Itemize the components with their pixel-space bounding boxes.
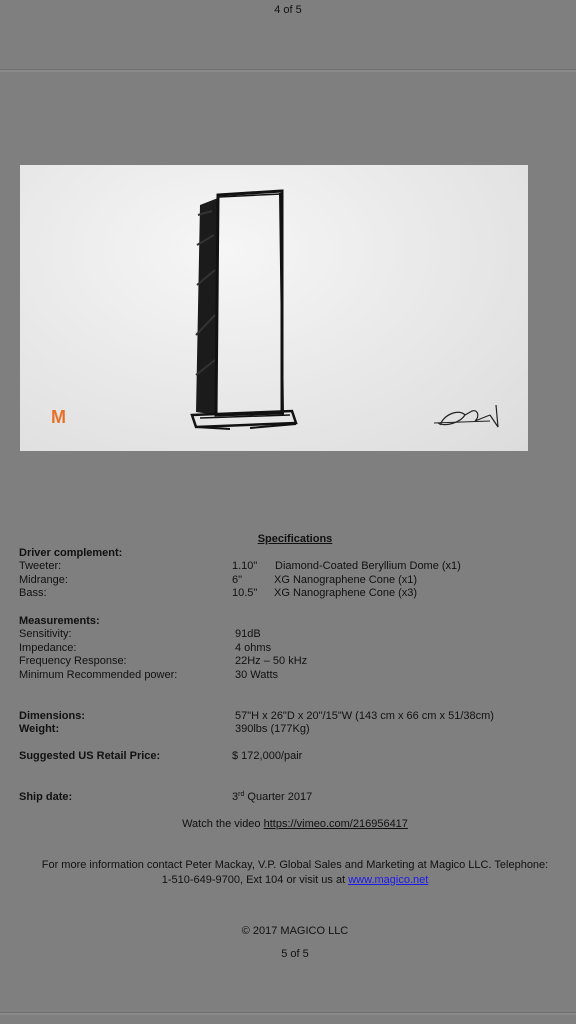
measurements-heading: Measurements: — [19, 615, 100, 627]
driver-heading: Driver complement: — [19, 547, 123, 559]
bass-label: Bass: — [19, 587, 47, 599]
midrange-size: 6" — [232, 574, 243, 586]
specifications-title: Specifications — [257, 533, 333, 545]
price-value: $ 172,000/pair — [232, 750, 303, 762]
dimensions-label: Dimensions: — [19, 710, 86, 722]
weight-value: 390lbs (177Kg) — [235, 723, 310, 735]
contact-line-2 — [0, 874, 576, 886]
speaker-sketch-image — [20, 165, 528, 451]
midrange-label: Midrange: — [19, 574, 68, 586]
impedance-value: 4 ohms — [235, 642, 272, 654]
copyright: © 2017 MAGICO LLC — [241, 925, 349, 937]
bass-size: 10.5" — [232, 587, 258, 599]
magico-website-link[interactable]: www.magico.net — [348, 874, 429, 886]
tweeter-label: Tweeter: — [19, 560, 62, 572]
page-indicator-top: 4 of 5 — [274, 4, 302, 16]
frequency-label: Frequency Response: — [19, 655, 127, 667]
frequency-value: 22Hz – 50 kHz — [235, 655, 308, 667]
tweeter-size: 1.10" — [232, 560, 258, 572]
magico-logo: M — [51, 407, 66, 427]
page-separator-bottom — [0, 1012, 576, 1015]
video-line — [0, 818, 576, 830]
midrange-desc: XG Nanographene Cone (x1) — [274, 574, 418, 586]
speaker-sketch-drawing — [20, 165, 528, 451]
sensitivity-label: Sensitivity: — [19, 628, 72, 640]
ship-date-label: Ship date: — [19, 791, 73, 803]
tweeter-desc: Diamond-Coated Beryllium Dome (x1) — [275, 560, 461, 572]
min-power-label: Minimum Recommended power: — [19, 669, 178, 681]
page-indicator-bottom: 5 of 5 — [281, 948, 309, 960]
contact-phone-text: 1-510-649-9700, Ext 104 or visit us at — [161, 874, 349, 886]
dimensions-value: 57"H x 26"D x 20"/15"W (143 cm x 66 cm x 51/38cm) — [235, 710, 494, 722]
bass-desc: XG Nanographene Cone (x3) — [274, 587, 418, 599]
video-link[interactable]: https://vimeo.com/216956417 — [263, 818, 408, 830]
price-label: Suggested US Retail Price: — [19, 750, 161, 762]
impedance-label: Impedance: — [19, 642, 77, 654]
video-prefix: Watch the video — [182, 818, 264, 830]
ship-date-value: 3rd Quarter 2017 — [232, 791, 313, 803]
min-power-value: 30 Watts — [235, 669, 278, 681]
weight-label: Weight: — [19, 723, 60, 735]
page-separator-top — [0, 69, 576, 72]
sensitivity-value: 91dB — [235, 628, 261, 640]
contact-line-1: For more information contact Peter Mackay, V.P. Global Sales and Marketing at Magico LLC. Telephone: — [41, 859, 549, 871]
